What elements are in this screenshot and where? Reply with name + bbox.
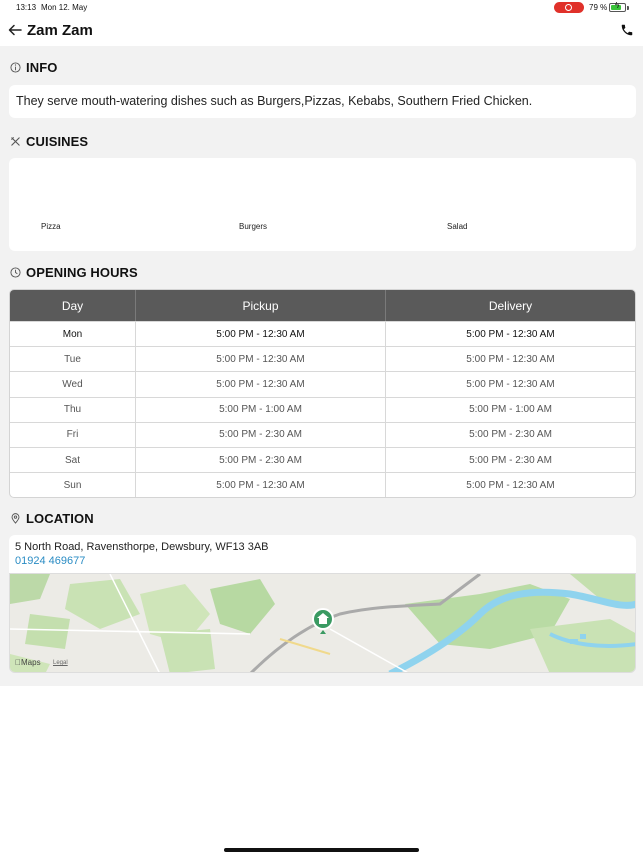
cutlery-icon	[10, 136, 21, 147]
info-section-header	[10, 58, 57, 76]
battery-icon	[609, 3, 626, 12]
cuisine-item[interactable]: Pizza	[41, 222, 61, 231]
maps-logo	[15, 658, 41, 667]
cuisines-card	[9, 158, 636, 251]
pickup-cell: 5:00 PM - 12:30 AM	[135, 322, 385, 346]
opening-hours-table	[9, 289, 636, 498]
address-text: 5 North Road, Ravensthorpe, Dewsbury, WF13 3AB	[15, 541, 269, 553]
location-section-header	[10, 509, 94, 527]
pickup-cell: 5:00 PM - 12:30 AM	[135, 347, 385, 371]
map-tiles	[10, 574, 636, 673]
screen-recording-icon[interactable]	[554, 2, 584, 13]
day-cell: Fri	[66, 429, 79, 441]
pickup-cell: 5:00 PM - 1:00 AM	[135, 398, 385, 422]
column-header-day: Day	[61, 298, 84, 313]
address-card	[9, 535, 636, 573]
table-row	[10, 371, 635, 396]
table-header-row	[10, 290, 635, 321]
page-title: Zam Zam	[27, 22, 93, 39]
day-cell: Sat	[64, 454, 80, 466]
day-cell: Mon	[62, 328, 83, 340]
pickup-cell: 5:00 PM - 12:30 AM	[135, 473, 385, 497]
table-row	[10, 472, 635, 497]
hours-heading: OPENING HOURS	[26, 264, 138, 280]
restaurant-details	[0, 46, 643, 686]
charging-bolt-icon: ϟ	[615, 1, 620, 10]
location-heading: LOCATION	[26, 510, 94, 526]
day-cell: Wed	[62, 378, 83, 390]
clock-icon	[10, 267, 21, 278]
table-row	[10, 447, 635, 472]
maps-label: Maps	[15, 658, 35, 667]
delivery-cell: 5:00 PM - 1:00 AM	[385, 398, 635, 422]
hours-section-header	[10, 263, 138, 281]
day-cell: Tue	[64, 353, 81, 365]
delivery-cell: 5:00 PM - 12:30 AM	[385, 322, 635, 346]
delivery-cell: 5:00 PM - 12:30 AM	[385, 372, 635, 396]
pickup-cell: 5:00 PM - 2:30 AM	[135, 448, 385, 472]
table-row	[10, 321, 635, 346]
status-time: 13:13	[16, 3, 37, 12]
delivery-cell: 5:00 PM - 2:30 AM	[385, 423, 635, 447]
status-bar	[0, 0, 643, 16]
day-cell: Sun	[63, 479, 82, 491]
cuisine-item[interactable]: Burgers	[239, 222, 268, 231]
battery-percentage: 79 %	[589, 3, 608, 12]
delivery-cell: 5:00 PM - 12:30 AM	[385, 473, 635, 497]
pickup-cell: 5:00 PM - 2:30 AM	[135, 423, 385, 447]
status-date: Mon 12. May	[41, 3, 88, 12]
battery-tip	[627, 6, 629, 10]
column-header-pickup: Pickup	[135, 290, 385, 321]
nav-bar	[0, 16, 643, 46]
info-card	[9, 85, 636, 118]
location-map[interactable]	[9, 573, 636, 673]
arrow-left-icon[interactable]	[7, 22, 23, 38]
table-row	[10, 346, 635, 371]
delivery-cell: 5:00 PM - 12:30 AM	[385, 347, 635, 371]
pickup-cell: 5:00 PM - 12:30 AM	[135, 372, 385, 396]
table-row	[10, 422, 635, 447]
info-icon	[10, 62, 21, 73]
delivery-cell: 5:00 PM - 2:30 AM	[385, 448, 635, 472]
table-row	[10, 397, 635, 422]
info-heading: INFO	[26, 59, 58, 75]
column-header-delivery: Delivery	[385, 290, 635, 321]
location-pin-icon	[10, 513, 21, 524]
info-description: They serve mouth-watering dishes such as Burgers,Pizzas, Kebabs, Southern Fried Chicken.	[16, 94, 533, 108]
cuisines-section-header	[10, 132, 88, 150]
cuisines-heading: CUISINES	[26, 133, 89, 149]
phone-icon[interactable]	[620, 23, 634, 37]
cuisine-item[interactable]: Salad	[447, 222, 468, 231]
day-cell: Thu	[63, 404, 82, 416]
phone-number-link[interactable]: 01924 469677	[15, 555, 86, 567]
legal-link[interactable]: Legal	[53, 660, 68, 666]
home-indicator[interactable]	[224, 848, 419, 852]
